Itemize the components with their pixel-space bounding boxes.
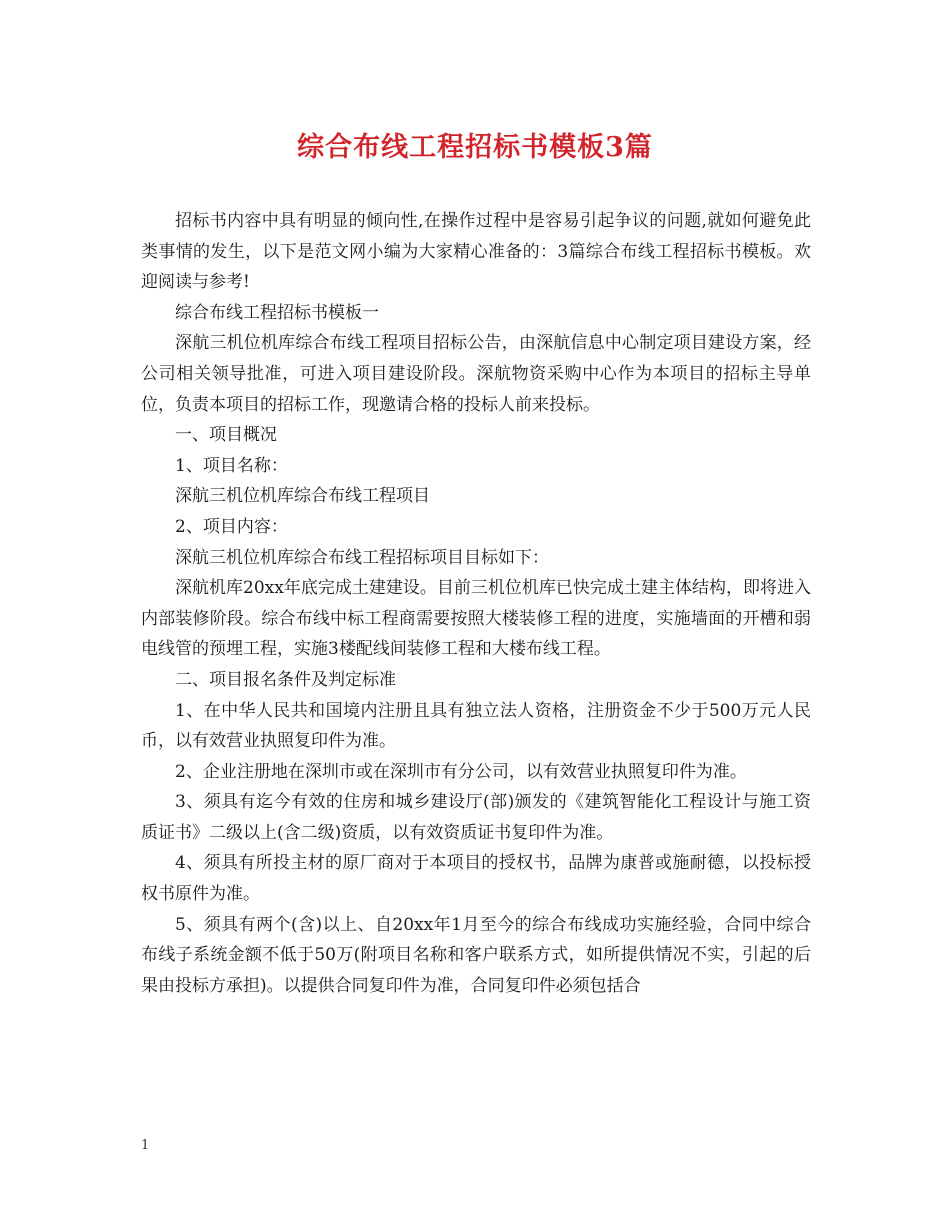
section-heading-template-one: 综合布线工程招标书模板一 — [175, 302, 379, 323]
item-project-name-value: 深航三机位机库综合布线工程项目 — [175, 486, 430, 507]
announcement-paragraph: 深航三机位机库综合布线工程项目招标公告，由深航信息中心制定项目建设方案，经公司相关领导批准，可进入项目建设阶段。深航物资采购中心作为本项目的招标主导单位，负责本项目的招标工作，现邀请合格的投标人前来投标。 — [141, 333, 811, 415]
requirement-item-5: 5、须具有两个(含)以上、自20xx年1月至今的综合布线成功实施经验，合同中综合布线子系统金额不低于50万(附项目名称和客户联系方式，如所提供情况不实，引起的后果由投标方承担)。以提供合同复印件为准，合同复印件必须包括合 — [141, 914, 811, 996]
item-project-name-label: 1、项目名称： — [175, 455, 288, 476]
item-project-content-intro: 深航三机位机库综合布线工程招标项目目标如下： — [175, 547, 549, 568]
requirement-item-2: 2、企业注册地在深圳市或在深圳市有分公司，以有效营业执照复印件为准。 — [175, 761, 747, 782]
intro-paragraph: 招标书内容中具有明显的倾向性,在操作过程中是容易引起争议的问题,就如何避免此类事情的发生，以下是范文网小编为大家精心准备的：3篇综合布线工程招标书模板。欢迎阅读与参考! — [141, 211, 811, 293]
page-number: 1 — [141, 1138, 150, 1153]
project-content-paragraph: 深航机库20xx年底完成土建建设。目前三机位机库已快完成土建主体结构，即将进入内部装修阶段。综合布线中标工程商需要按照大楼装修工程的进度，实施墙面的开槽和弱电线管的预埋工程，实施3楼配线间装修工程和大楼布线工程。 — [141, 578, 811, 660]
document-body — [141, 206, 811, 1001]
requirement-item-1: 1、在中华人民共和国境内注册且具有独立法人资格，注册资金不少于500万元人民币，以有效营业执照复印件为准。 — [141, 700, 811, 752]
requirement-item-4: 4、须具有所投主材的原厂商对于本项目的授权书，品牌为康普或施耐德，以投标授权书原件为准。 — [141, 853, 811, 905]
document-title: 综合布线工程招标书模板3篇 — [297, 132, 653, 163]
item-project-content-label: 2、项目内容： — [175, 516, 288, 537]
section-heading-overview: 一、项目概况 — [175, 425, 277, 446]
section-heading-requirements: 二、项目报名条件及判定标准 — [175, 669, 396, 690]
requirement-item-3: 3、须具有迄今有效的住房和城乡建设厅(部)颁发的《建筑智能化工程设计与施工资质证书》二级以上(含二级)资质，以有效资质证书复印件为准。 — [141, 792, 811, 843]
